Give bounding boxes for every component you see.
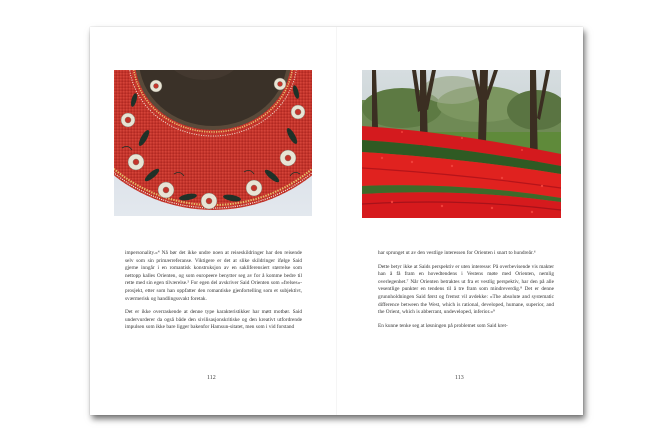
right-paragraph-3: En kunne tenke seg at løsningen på problemet som Said kret- — [378, 322, 508, 329]
left-paragraph-1: impersonality.»⁴ Nå bør det ikke undre noen at reiseskildringer har den reisende selv som sin primærreferanse. Viktigere er det at slike skildringer ifølge Said gjerne inngår i en romantisk konstruksjon av en sakliferensiert størrelse som nettopp kalles Orienten, og som europeere benytter seg av for å komme bedre til rette med sin egen tilværelse.⁵ For egen del avskriver Said Orienten som «frelses»-prosjekt, etter som han oppfatter den romantiske gjenfortelling som et subjektivt, sværmerisk og handlingssvakt foretak. — [125, 250, 302, 302]
right-page-photo — [362, 70, 561, 218]
left-page-number: 112 — [207, 375, 216, 381]
red-tulip-field-photo — [362, 70, 561, 218]
left-page-body — [125, 250, 302, 338]
right-paragraph-1: har sprunget ut av den vestlige interessen for Orienten i snart to hundreår.⁶ — [378, 250, 536, 256]
left-page-photo — [114, 70, 312, 216]
right-page-body — [378, 250, 554, 336]
right-page-number: 113 — [455, 375, 464, 381]
left-paragraph-2: Det er ikke overraskende at denne type karakteristikker har møtt motbør. Said undervurderer da også både den sivilisasjonskritiske og den kreativt utfordrende impulsen som ikke bare ligger bakenfor Hamsun-sitatet, men som i vid forstand — [125, 309, 302, 331]
book-gutter — [336, 27, 337, 415]
right-paragraph-2: Dette betyr ikke at Saids perspektiv er uten interesse: På overbevisende vis makter han å få fram en hovedtendens i Vestens møte med Orienten, nemlig overlegenhet.⁷ Når Orienten betraktes ut fra et vestlig perspektiv, har den på alle vesentlige punkter en tendens til å tre fram som mindreverdig.⁸ Det er denne grunnholdningen Said først og fremst vil avdekke: «The absolute and systematic difference between the West, which is rational, developed, humane, superior, and the Orient, which is abberrant, undeveloped, inferior.»⁹ — [378, 263, 554, 316]
book-spread — [90, 27, 583, 415]
embroidered-textile-photo — [114, 70, 312, 216]
